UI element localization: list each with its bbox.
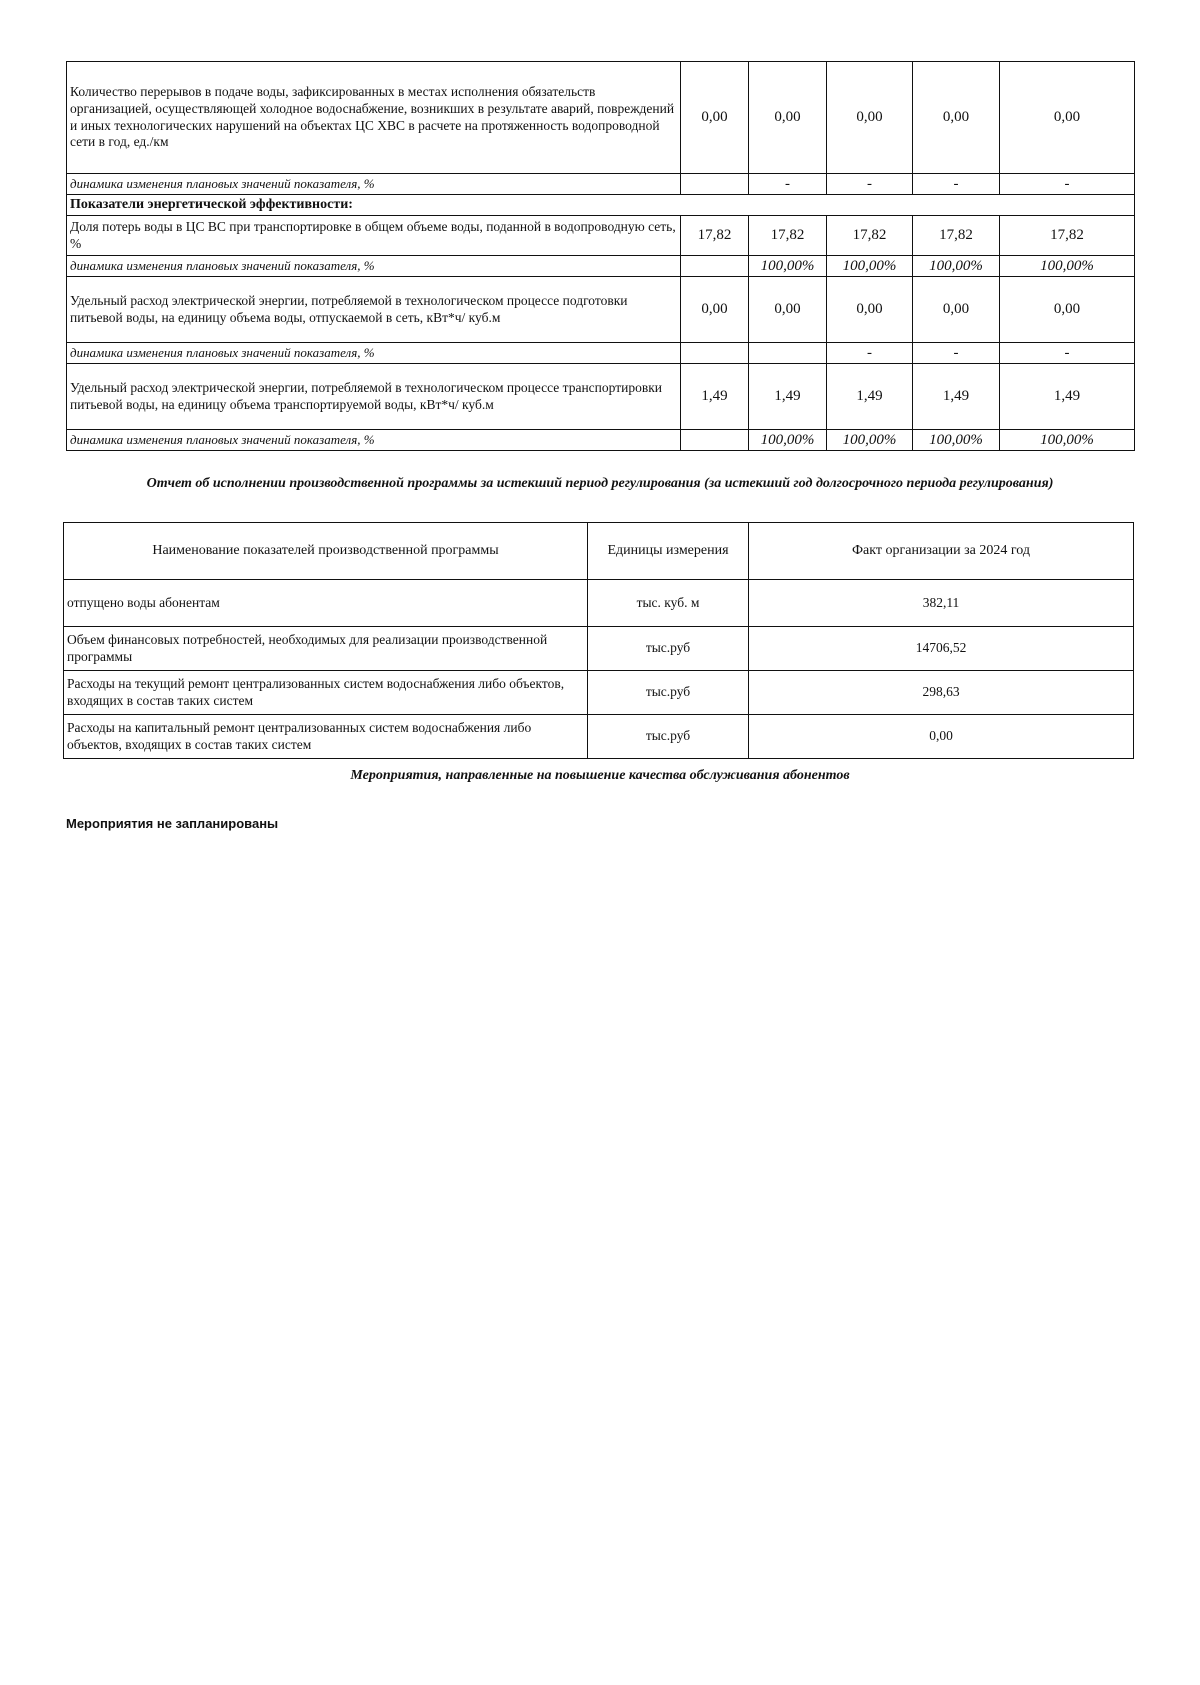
report-row	[64, 715, 1134, 759]
report-fact-value: 382,11	[749, 580, 1134, 627]
indicator-value: 0,00	[1000, 62, 1135, 174]
report-header-row	[64, 523, 1134, 580]
report-row	[64, 627, 1134, 671]
indicator-value: 0,00	[1000, 277, 1135, 343]
indicator-value: 17,82	[827, 216, 913, 256]
indicator-value: 1,49	[749, 364, 827, 430]
indicator-row-energy-transport	[67, 364, 1135, 430]
dynamics-row	[67, 256, 1135, 277]
dynamics-value: 100,00%	[1000, 256, 1135, 277]
dynamics-value: 100,00%	[1000, 430, 1135, 451]
dynamics-value	[681, 174, 749, 195]
header-unit: Единицы измерения	[588, 523, 749, 580]
measures-title: Мероприятия, направленные на повышение качества обслуживания абонентов	[350, 768, 850, 783]
dynamics-value: 100,00%	[913, 430, 1000, 451]
indicator-value: 17,82	[681, 216, 749, 256]
report-indicator-name: Расходы на текущий ремонт централизованных систем водоснабжения либо объектов, входящих в состав таких систем	[64, 671, 588, 715]
indicator-value: 17,82	[913, 216, 1000, 256]
dynamics-value: -	[1000, 343, 1135, 364]
dynamics-value	[749, 343, 827, 364]
dynamics-value: 100,00%	[827, 256, 913, 277]
report-indicator-name: Расходы на капитальный ремонт централизованных систем водоснабжения либо объектов, входящих в состав таких систем	[64, 715, 588, 759]
indicator-value: 0,00	[749, 277, 827, 343]
dynamics-value	[681, 343, 749, 364]
report-unit: тыс. куб. м	[588, 580, 749, 627]
header-indicator-name: Наименование показателей производственной программы	[64, 523, 588, 580]
indicators-table	[66, 61, 1135, 451]
indicator-row-energy-preparation	[67, 277, 1135, 343]
report-fact-value: 14706,52	[749, 627, 1134, 671]
indicator-value: 1,49	[827, 364, 913, 430]
indicator-label: Количество перерывов в подаче воды, зафиксированных в местах исполнения обязательств организацией, осуществляющей холодное водоснабжение, возникших в результате аварий, повреждений и иных технологических нарушений на объектах ЦС ХВС в расчете на протяженность водопроводной сети в год, ед./км	[67, 62, 681, 174]
indicator-value: 0,00	[749, 62, 827, 174]
dynamics-value: 100,00%	[749, 256, 827, 277]
indicator-value: 17,82	[1000, 216, 1135, 256]
indicator-value: 0,00	[681, 62, 749, 174]
dynamics-row	[67, 430, 1135, 451]
dynamics-value: -	[827, 174, 913, 195]
indicator-value: 0,00	[827, 62, 913, 174]
dynamics-value: -	[749, 174, 827, 195]
dynamics-value: 100,00%	[749, 430, 827, 451]
report-row	[64, 671, 1134, 715]
report-unit: тыс.руб	[588, 671, 749, 715]
indicator-value: 0,00	[827, 277, 913, 343]
section-header-row	[67, 195, 1135, 216]
report-fact-value: 298,63	[749, 671, 1134, 715]
indicator-value: 0,00	[681, 277, 749, 343]
indicator-row-water-loss	[67, 216, 1135, 256]
indicator-value: 1,49	[1000, 364, 1135, 430]
header-fact: Факт организации за 2024 год	[749, 523, 1134, 580]
report-unit: тыс.руб	[588, 715, 749, 759]
report-unit: тыс.руб	[588, 627, 749, 671]
indicator-value: 1,49	[913, 364, 1000, 430]
dynamics-label: динамика изменения плановых значений показателя, %	[67, 430, 681, 451]
dynamics-label: динамика изменения плановых значений показателя, %	[67, 256, 681, 277]
indicator-row-interruptions	[67, 62, 1135, 174]
dynamics-value: -	[1000, 174, 1135, 195]
report-fact-value: 0,00	[749, 715, 1134, 759]
dynamics-value	[681, 430, 749, 451]
dynamics-row	[67, 343, 1135, 364]
indicator-label: Удельный расход электрической энергии, потребляемой в технологическом процессе транспортировки питьевой воды, на единицу объема транспортируемой воды, кВт*ч/ куб.м	[67, 364, 681, 430]
dynamics-row	[67, 174, 1135, 195]
measures-status: Мероприятия не запланированы	[66, 816, 279, 831]
report-indicator-name: отпущено воды абонентам	[64, 580, 588, 627]
dynamics-value: 100,00%	[913, 256, 1000, 277]
indicator-value: 17,82	[749, 216, 827, 256]
indicator-label: Доля потерь воды в ЦС ВС при транспортировке в общем объеме воды, поданной в водопроводную сеть, %	[67, 216, 681, 256]
dynamics-value: -	[913, 343, 1000, 364]
indicator-label: Удельный расход электрической энергии, потребляемой в технологическом процессе подготовки питьевой воды, на единицу объема воды, отпускаемой в сеть, кВт*ч/ куб.м	[67, 277, 681, 343]
dynamics-value	[681, 256, 749, 277]
indicator-value: 0,00	[913, 62, 1000, 174]
report-row	[64, 580, 1134, 627]
report-table	[63, 522, 1134, 759]
indicator-value: 0,00	[913, 277, 1000, 343]
dynamics-value: -	[827, 343, 913, 364]
dynamics-label: динамика изменения плановых значений показателя, %	[67, 174, 681, 195]
indicator-value: 1,49	[681, 364, 749, 430]
section-title: Показатели энергетической эффективности:	[67, 195, 1135, 216]
report-indicator-name: Объем финансовых потребностей, необходимых для реализации производственной программы	[64, 627, 588, 671]
report-title: Отчет об исполнении производственной программы за истекший период регулирования (за истекший год долгосрочного периода регулирования)	[146, 476, 1054, 491]
dynamics-label: динамика изменения плановых значений показателя, %	[67, 343, 681, 364]
dynamics-value: -	[913, 174, 1000, 195]
dynamics-value: 100,00%	[827, 430, 913, 451]
